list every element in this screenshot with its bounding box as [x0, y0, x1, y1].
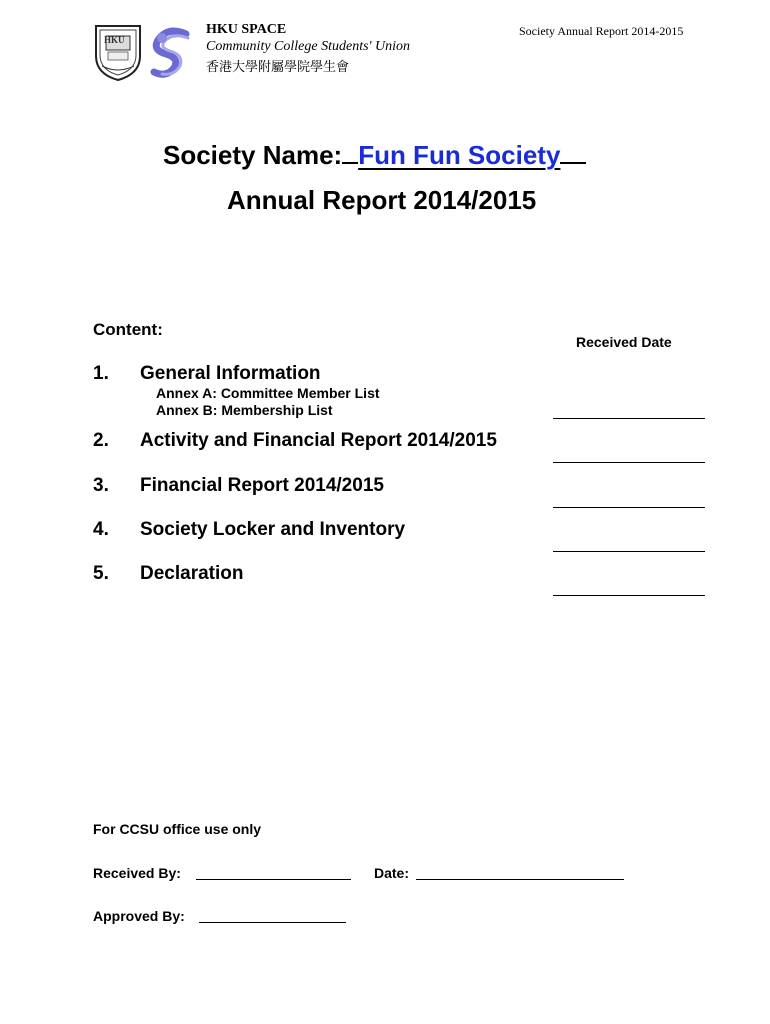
date-field[interactable]: [416, 879, 624, 880]
received-date-line-5[interactable]: [553, 595, 705, 596]
approved-by-field[interactable]: [199, 922, 346, 923]
received-date-line-4[interactable]: [553, 551, 705, 552]
item-number: 1.: [93, 363, 109, 384]
office-use-heading: For CCSU office use only: [93, 821, 262, 837]
item-number: 3.: [93, 475, 109, 496]
date-label: Date:: [374, 865, 410, 881]
item-title-general-information: General Information: [140, 363, 321, 384]
society-name-value: Fun Fun Society: [358, 140, 561, 170]
item-number: 2.: [93, 430, 109, 451]
society-name-prefix: Society Name:: [163, 140, 343, 170]
item-title-locker-inventory: Society Locker and Inventory: [140, 519, 406, 540]
content-heading: Content:: [93, 320, 163, 339]
item-title-activity-report: Activity and Financial Report 2014/2015: [140, 430, 497, 451]
item-number: 4.: [93, 519, 109, 540]
org-name: HKU SPACE: [206, 22, 287, 37]
society-name-line: [163, 140, 586, 171]
underline-filler-end: [560, 140, 586, 164]
received-by-label: Received By:: [93, 865, 181, 881]
hku-crest-text: HKU: [104, 35, 125, 45]
annex-a: Annex A: Committee Member List: [156, 385, 380, 401]
received-by-field[interactable]: [196, 879, 351, 880]
annex-b: Annex B: Membership List: [156, 402, 333, 418]
ccsu-swirl-logo: [150, 26, 196, 80]
item-number: 5.: [93, 563, 109, 584]
union-chinese-name: 香港大學附屬學院學生會: [206, 60, 350, 75]
union-name: Community College Students' Union: [206, 39, 411, 54]
item-title-declaration: Declaration: [140, 563, 244, 584]
underline-filler: [342, 140, 358, 164]
item-title-financial-report: Financial Report 2014/2015: [140, 475, 384, 496]
report-title: Annual Report 2014/2015: [227, 185, 537, 215]
received-date-line-2[interactable]: [553, 462, 705, 463]
received-date-line-1[interactable]: [553, 418, 705, 419]
received-date-line-3[interactable]: [553, 507, 705, 508]
report-label: Society Annual Report 2014-2015: [519, 24, 684, 38]
received-date-heading: Received Date: [576, 334, 672, 350]
hku-crest-logo: [92, 22, 144, 82]
approved-by-label: Approved By:: [93, 908, 185, 924]
